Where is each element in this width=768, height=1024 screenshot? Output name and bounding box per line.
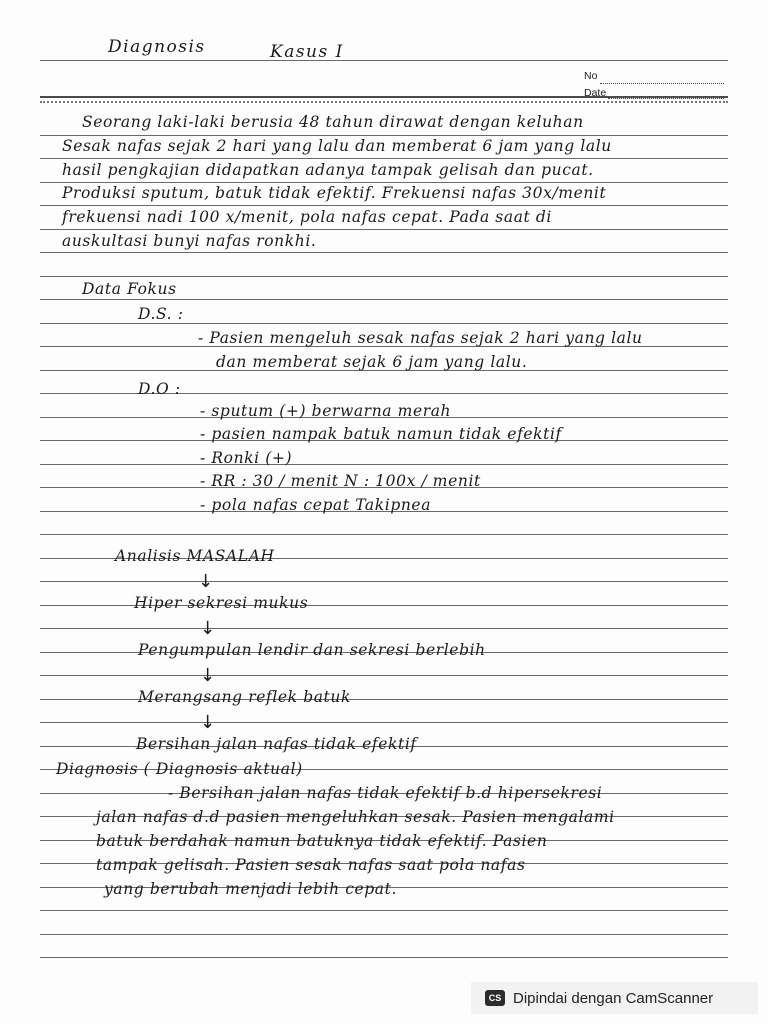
down-arrow-icon: ↓ [198, 571, 214, 592]
case-text-line: hasil pengkajian didapatkan adanya tampak gelisah dan pucat. [62, 161, 594, 179]
rule-line [40, 722, 728, 723]
case-label: Kasus I [270, 42, 344, 62]
analysis-step: Hiper sekresi mukus [134, 594, 309, 612]
do-item: - sputum (+) berwarna merah [200, 402, 452, 420]
down-arrow-icon: ↓ [200, 712, 216, 733]
no-field-line [600, 83, 724, 84]
case-text-line: frekuensi nadi 100 x/menit, pola nafas cepat. Pada saat di [62, 208, 552, 226]
rule-line [40, 675, 728, 676]
camscanner-watermark [471, 982, 758, 1014]
diagnosis-line: - Bersihan jalan nafas tidak efektif b.d hipersekresi [168, 784, 603, 802]
diagnosis-line: yang berubah menjadi lebih cepat. [104, 880, 397, 898]
rule-line [40, 158, 728, 159]
do-item: - pola nafas cepat Takipnea [200, 496, 432, 514]
rule-line [40, 534, 728, 535]
ds-item: - Pasien mengeluh sesak nafas sejak 2 hari yang lalu [198, 329, 643, 347]
rule-line [40, 628, 728, 629]
do-item: - Ronki (+) [200, 449, 293, 467]
rule-line [40, 323, 728, 324]
analysis-heading: Analisis MASALAH [115, 547, 275, 565]
diagnosis-line: batuk berdahak namun batuknya tidak efektif. Pasien [96, 832, 548, 850]
camscanner-text: Dipindai dengan CamScanner [513, 989, 714, 1007]
diagnosis-line: tampak gelisah. Pasien sesak nafas saat pola nafas [96, 856, 526, 874]
rule-line [40, 135, 728, 136]
ds-item: dan memberat sejak 6 jam yang lalu. [216, 353, 528, 371]
no-label: No [584, 70, 598, 82]
analysis-step: Pengumpulan lendir dan sekresi berlebih [138, 641, 486, 659]
analysis-step: Merangsang reflek batuk [138, 688, 351, 706]
focus-heading: Data Fokus [82, 280, 177, 298]
rule-line [40, 252, 728, 253]
case-text-line: Seorang laki-laki berusia 48 tahun dirawat dengan keluhan [82, 113, 584, 131]
rule-line [40, 464, 728, 465]
do-item: - RR : 30 / menit N : 100x / menit [200, 472, 481, 490]
down-arrow-icon: ↓ [200, 618, 216, 639]
rule-line [40, 60, 728, 61]
page-title: Diagnosis [108, 37, 206, 57]
ds-label: D.S. : [138, 305, 184, 323]
diagnosis-line: jalan nafas d.d pasien mengeluhkan sesak. Pasien mengalami [96, 808, 615, 826]
rule-line [40, 957, 728, 958]
rule-line [40, 299, 728, 300]
date-field-line [608, 98, 724, 99]
date-label: Date [584, 87, 607, 99]
rule-line [40, 934, 728, 935]
rule-line [40, 205, 728, 206]
down-arrow-icon: ↓ [200, 665, 216, 686]
rule-line [40, 229, 728, 230]
diagnosis-heading: Diagnosis ( Diagnosis aktual) [56, 760, 303, 778]
do-label: D.O : [138, 380, 181, 398]
do-item: - pasien nampak batuk namun tidak efektif [200, 425, 562, 443]
case-text-line: Sesak nafas sejak 2 hari yang lalu dan memberat 6 jam yang lalu [62, 137, 612, 155]
rule-line [40, 910, 728, 911]
camscanner-logo-icon: CS [485, 990, 505, 1006]
case-text-line: Produksi sputum, batuk tidak efektif. Frekuensi nafas 30x/menit [62, 184, 607, 202]
rule-line [40, 581, 728, 582]
case-text-line: auskultasi bunyi nafas ronkhi. [62, 232, 317, 250]
analysis-step: Bersihan jalan nafas tidak efektif [136, 735, 417, 753]
dotted-rule [40, 101, 728, 103]
rule-line [40, 182, 728, 183]
rule-line [40, 276, 728, 277]
